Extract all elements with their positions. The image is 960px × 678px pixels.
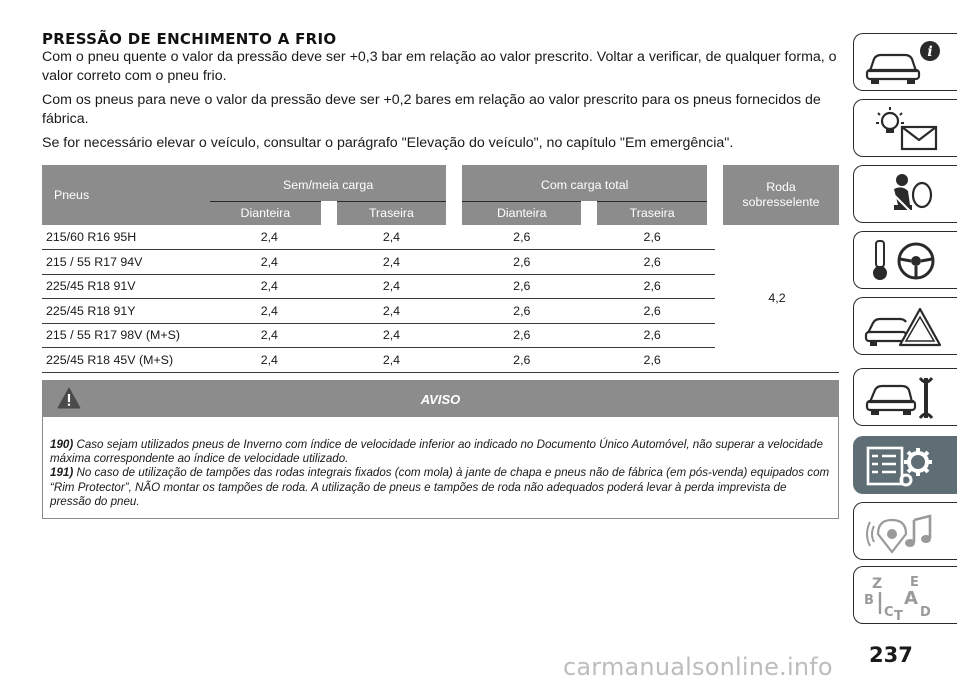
paragraph-snow-tyre: Com os pneus para neve o valor da pressão deve ser +0,2 bares em relação ao valor prescrito para os pneus fornecidos de fábrica.	[42, 92, 821, 127]
note-text: No caso de utilização de tampões das rodas integrais fixados (com mola) à jante de chapa e pneus não de fábrica (em pós-venda) equipados com “Rim Protector”, NÃO montar os tampões de roda. A utilização de pneus e tampões de roda não adequados poderá levar à perda imprevista de pressão do pneu.	[50, 466, 830, 508]
chapter-tabs	[852, 0, 960, 678]
pressure-value: 2,4	[329, 274, 455, 299]
tab-safety[interactable]	[853, 165, 957, 223]
pressure-value: 2,6	[454, 299, 589, 324]
pressure-value: 2,4	[329, 299, 455, 324]
multimedia-icon	[864, 508, 944, 556]
pressure-value: 2,4	[210, 250, 329, 275]
pressure-value: 2,6	[454, 225, 589, 250]
technical-data-icon	[864, 442, 944, 490]
pressure-value: 2,6	[454, 250, 589, 275]
pressure-value: 2,4	[329, 323, 455, 348]
tyre-size: 215/60 R16 95H	[42, 225, 210, 250]
content-area	[42, 30, 839, 373]
tyre-size: 215 / 55 R17 98V (M+S)	[42, 323, 210, 348]
subheader-full-rear: Traseira	[589, 201, 715, 225]
note-text: Caso sejam utilizados pneus de Inverno com índice de velocidade inferior ao indicado no Documento Único Automóvel, não superar a velocidade máxima correspondente ao índice de velocidade utilizado.	[50, 438, 823, 466]
tab-warning-lights[interactable]	[853, 99, 957, 157]
tab-starting-driving[interactable]	[853, 231, 957, 289]
spare-pressure-value: 4,2	[715, 225, 839, 372]
spare-header-line2: sobresselente	[742, 195, 820, 209]
paragraph-lifting: Se for necessário elevar o veículo, consultar o parágrafo "Elevação do veículo", no capítulo "Em emergência".	[42, 135, 734, 151]
index-letter: A	[904, 588, 918, 609]
warning-note-191	[50, 466, 830, 509]
watermark-text: carmanualsonline.info	[563, 653, 833, 678]
index-letter: C	[884, 605, 894, 620]
pressure-value: 2,4	[329, 225, 455, 250]
index-letter: T	[894, 609, 903, 620]
tab-maintenance[interactable]	[853, 368, 957, 426]
subheader-half-rear: Traseira	[329, 201, 455, 225]
spare-header-line1: Roda	[766, 180, 796, 194]
subheader-half-front: Dianteira	[210, 201, 329, 225]
maintenance-icon	[864, 374, 944, 422]
tab-car-info[interactable]	[853, 33, 957, 91]
tyre-pressure-table	[42, 165, 839, 373]
pressure-value: 2,6	[589, 323, 715, 348]
pressure-value: 2,4	[210, 274, 329, 299]
column-group-half-load: Sem/meia carga	[210, 165, 454, 201]
column-header-spare	[715, 165, 839, 225]
car-info-icon	[864, 39, 944, 87]
pressure-value: 2,4	[210, 299, 329, 324]
column-header-pneus: Pneus	[42, 165, 210, 225]
table-row	[42, 225, 839, 250]
note-number: 190)	[50, 438, 74, 451]
pressure-value: 2,6	[589, 348, 715, 373]
warning-lights-icon	[864, 105, 944, 153]
tab-technical-data[interactable]	[853, 436, 957, 494]
pressure-value: 2,4	[210, 225, 329, 250]
starting-driving-icon	[864, 237, 944, 285]
pressure-value: 2,6	[589, 225, 715, 250]
warning-note-190	[50, 438, 830, 466]
pressure-value: 2,6	[454, 348, 589, 373]
emergency-icon	[864, 303, 944, 351]
pressure-value: 2,4	[329, 250, 455, 275]
pressure-value: 2,6	[454, 274, 589, 299]
subheader-full-front: Dianteira	[454, 201, 589, 225]
tab-emergency[interactable]	[853, 297, 957, 355]
tab-multimedia[interactable]	[853, 502, 957, 560]
tyre-size: 225/45 R18 91V	[42, 274, 210, 299]
pressure-value: 2,4	[210, 323, 329, 348]
page-number: 237	[869, 643, 913, 667]
warning-box	[42, 380, 839, 519]
tyre-size: 225/45 R18 91Y	[42, 299, 210, 324]
index-letter: Z	[872, 576, 883, 592]
svg-text:i: i	[927, 44, 933, 60]
tyre-size: 225/45 R18 45V (M+S)	[42, 348, 210, 373]
tab-index[interactable]	[853, 566, 957, 624]
warning-body	[43, 417, 838, 509]
warning-header	[43, 381, 838, 417]
warning-title: AVISO	[420, 392, 461, 407]
index-letter: D	[920, 605, 931, 620]
pressure-value: 2,4	[329, 348, 455, 373]
index-letter: E	[910, 575, 919, 590]
pressure-value: 2,6	[589, 274, 715, 299]
column-group-full-load: Com carga total	[454, 165, 715, 201]
index-icon	[864, 572, 944, 620]
pressure-value: 2,6	[589, 250, 715, 275]
index-letter: B	[864, 593, 874, 608]
paragraph-hot-tyre: Com o pneu quente o valor da pressão deve ser +0,3 bar em relação ao valor prescrito. Voltar a verificar, de qualquer forma, o valor correto com o pneu frio.	[42, 49, 837, 84]
note-number: 191)	[50, 466, 74, 480]
pressure-value: 2,4	[210, 348, 329, 373]
pressure-value: 2,6	[454, 323, 589, 348]
pressure-value: 2,6	[589, 299, 715, 324]
tyre-size: 215 / 55 R17 94V	[42, 250, 210, 275]
safety-airbag-icon	[864, 171, 944, 219]
section-heading: PRESSÃO DE ENCHIMENTO A FRIO	[42, 30, 337, 48]
